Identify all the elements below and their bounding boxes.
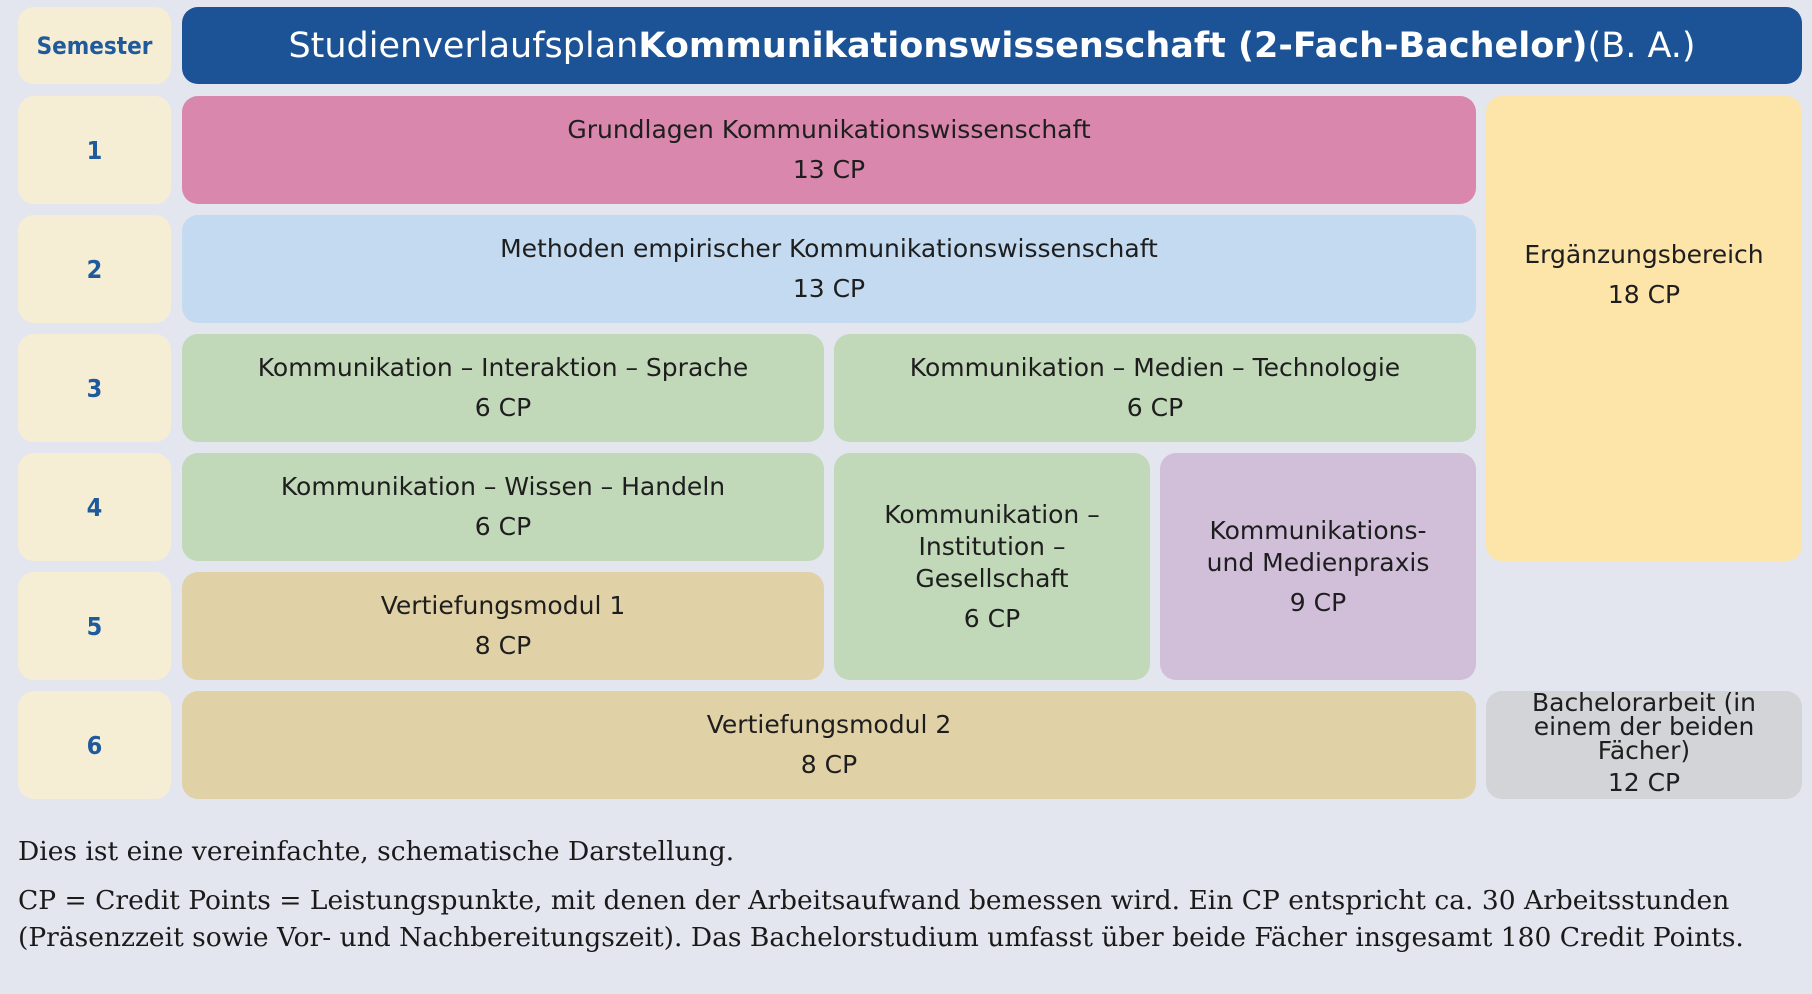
module-cp: 8 CP [800,750,858,779]
module-name: Kommunikation – Interaktion – Sprache [257,353,749,382]
title-main: Kommunikationswissenschaft (2-Fach-Bachelor) [638,25,1588,66]
module-methoden [182,215,1476,323]
module-kommunikation-interaktion-sprache [182,334,824,442]
module-kommunikations-und-medienpraxis [1160,453,1476,680]
semester-2: 2 [18,215,171,323]
module-kommunikation-medien-technologie [834,334,1476,442]
module-name: Kommunikation – Medien – Technologie [909,353,1401,382]
module-cp: 6 CP [474,393,532,422]
module-grundlagen [182,96,1476,204]
module-kommunikation-institution-gesellschaft [834,453,1150,680]
module-name: Bachelorarbeit (in einem der beiden Fächer) [1531,688,1757,765]
semester-1: 1 [18,96,171,204]
title-prefix: Studienverlaufsplan [288,25,639,66]
module-name: Vertiefungsmodul 1 [380,591,626,620]
semester-4: 4 [18,453,171,561]
module-name: Kommunikation – Institution – Gesellschaft [884,499,1100,593]
module-cp: 9 CP [1289,587,1347,617]
module-kommunikation-wissen-handeln [182,453,824,561]
semester-5: 5 [18,572,171,680]
module-cp: 6 CP [1126,393,1184,422]
module-cp: 6 CP [474,512,532,541]
module-cp: 18 CP [1607,279,1681,309]
module-name: Vertiefungsmodul 2 [706,710,952,739]
semester-6: 6 [18,691,171,799]
semester-3: 3 [18,334,171,442]
module-name: Kommunikations- und Medienpraxis [1206,515,1430,577]
module-cp: 13 CP [792,274,866,303]
module-cp: 12 CP [1607,768,1681,797]
note-cp-total: (Präsenzzeit sowie Vor- und Nachbereitungszeit). Das Bachelorstudium umfasst über beide Fächer insgesamt 180 Credit Points. [18,922,1744,953]
note-cp-definition: CP = Credit Points = Leistungspunkte, mit denen der Arbeitsaufwand bemessen wird. Ein CP entspricht ca. 30 Arbeitsstunden [18,885,1730,916]
module-ergaenzungsbereich [1486,96,1802,561]
module-vertiefungsmodul-1 [182,572,824,680]
page-title [182,7,1802,84]
module-name: Grundlagen Kommunikationswissenschaft [567,115,1091,144]
module-vertiefungsmodul-2 [182,691,1476,799]
module-name: Ergänzungsbereich [1524,239,1764,269]
module-cp: 8 CP [474,631,532,660]
note-schematic: Dies ist eine vereinfachte, schematische Darstellung. [18,836,735,867]
semester-column-header: Semester [18,7,171,84]
module-bachelorarbeit [1486,688,1802,799]
module-name: Methoden empirischer Kommunikationswissenschaft [500,234,1158,263]
title-suffix: (B. A.) [1587,25,1696,66]
module-name: Kommunikation – Wissen – Handeln [280,472,726,501]
module-cp: 13 CP [792,155,866,184]
module-cp: 6 CP [963,603,1021,633]
